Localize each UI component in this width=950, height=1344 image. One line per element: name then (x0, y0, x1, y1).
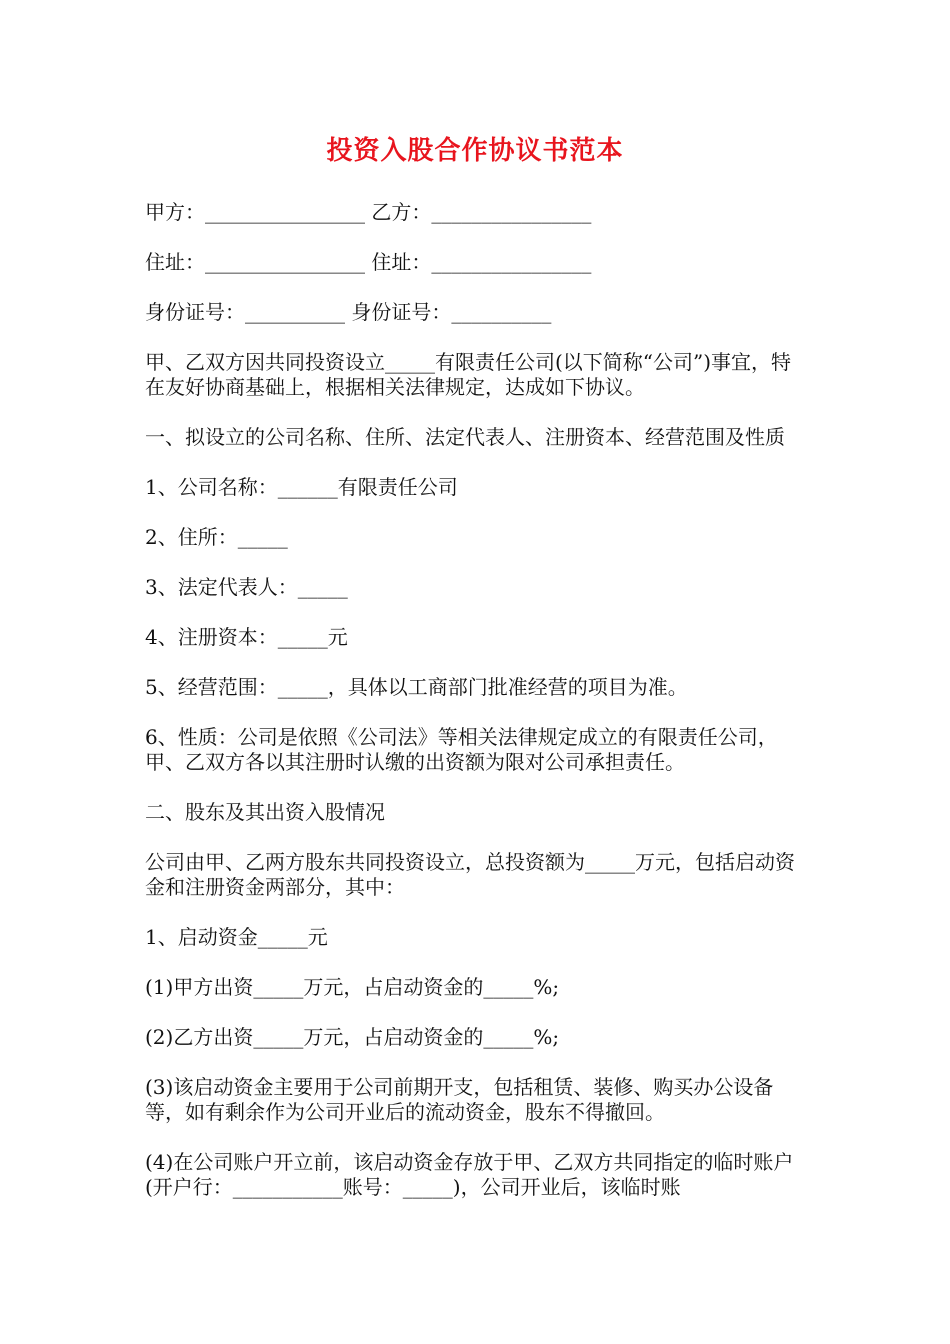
clause-item: (1)甲方出资_____万元，占启动资金的_____%; (145, 975, 560, 999)
section-heading: 二、股东及其出资入股情况 (145, 800, 385, 824)
clause-item: (3)该启动资金主要用于公司前期开支，包括租赁、装修、购买办公设备等，如有剩余作为公司开业后的流动资金，股东不得撤回。 (145, 1075, 774, 1124)
document-body (145, 200, 810, 1225)
document-title: 投资入股合作协议书范本 (326, 136, 624, 166)
clause-item: (4)在公司账户开立前，该启动资金存放于甲、乙双方共同指定的临时账户(开户行：___________账号：_____)，公司开业后，该临时账 (145, 1150, 794, 1199)
party-id-line: 身份证号：__________ 身份证号：__________ (145, 300, 552, 324)
party-names-line: 甲方：________________ 乙方：________________ (145, 200, 592, 224)
clause-item: 1、启动资金_____元 (145, 925, 328, 949)
clause-item: 4、注册资本：_____元 (145, 625, 348, 649)
party-address-line: 住址：________________ 住址：________________ (145, 250, 592, 274)
clause-item: 5、经营范围：_____，具体以工商部门批准经营的项目为准。 (145, 675, 688, 699)
section-heading: 一、拟设立的公司名称、住所、法定代表人、注册资本、经营范围及性质 (145, 425, 785, 449)
clause-item: 1、公司名称：______有限责任公司 (145, 475, 458, 499)
preamble-paragraph: 甲、乙双方因共同投资设立_____有限责任公司(以下简称“公司”)事宜，特在友好协商基础上，根据相关法律规定，达成如下协议。 (145, 350, 792, 399)
clause-item: 3、法定代表人：_____ (145, 575, 348, 599)
clause-item: 6、性质：公司是依照《公司法》等相关法律规定成立的有限责任公司，甲、乙双方各以其注册时认缴的出资额为限对公司承担责任。 (145, 725, 778, 774)
clause-item: 2、住所：_____ (145, 525, 288, 549)
clause-item: (2)乙方出资_____万元，占启动资金的_____%; (145, 1025, 560, 1049)
body-paragraph: 公司由甲、乙两方股东共同投资设立，总投资额为_____万元，包括启动资金和注册资金两部分，其中： (145, 850, 795, 899)
